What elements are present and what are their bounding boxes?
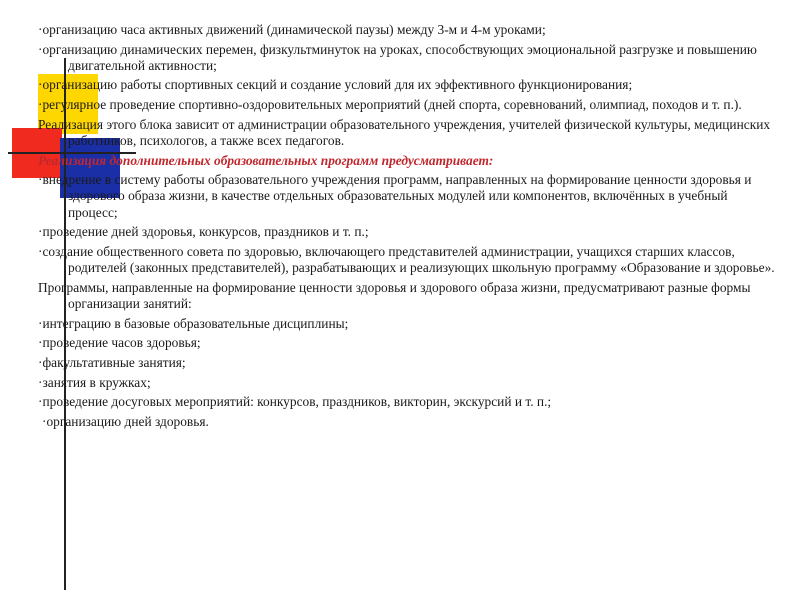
bullet-item: ·организацию работы спортивных секций и создание условий для их эффективного функционирования; [38, 77, 633, 93]
bullet-item: ·регулярное проведение спортивно-оздоровительных мероприятий (дней спорта, соревнований, олимпиад, походов и т. п.). [38, 97, 742, 113]
bullet-item: ·создание общественного совета по здоровью, включающего представителей администрации, учащихся старших классов, родителей (законных представителей), разрабатывающих и реализующих школьную программу «Образование и здоровье». [38, 243, 775, 276]
bullet-item: ·интеграцию в базовые образовательные дисциплины; [38, 315, 349, 331]
bullet-item: ·организацию часа активных движений (динамической паузы) между 3-м и 4-м уроками; [38, 22, 546, 37]
bullet-item: ·организацию дней здоровья. [42, 413, 209, 429]
section-heading: Реализация дополнительных образовательных программ предусматривает: [38, 152, 494, 168]
bullet-item: ·внедрение в систему работы образовательного учреждения программ, направленных на формирование ценности здоровья и здорового образа жизни, в качестве отдельных образовательных модулей или компонентов, включённых в учебный процесс; [38, 172, 752, 220]
bullet-item: ·занятия в кружках; [38, 374, 151, 390]
slide-text-body [38, 22, 778, 433]
bullet-item: ·проведение часов здоровья; [38, 335, 201, 351]
body-paragraph: Реализация этого блока зависит от администрации образовательного учреждения, учителей физической культуры, медицинских работников, психологов, а также всех педагогов. [38, 116, 771, 148]
body-paragraph: Программы, направленные на формирование ценности здоровья и здорового образа жизни, предусматривают разные формы организации занятий: [38, 279, 751, 312]
bullet-item: ·проведение досуговых мероприятий: конкурсов, праздников, викторин, экскурсий и т. п.; [38, 394, 552, 410]
bullet-item: ·проведение дней здоровья, конкурсов, праздников и т. п.; [38, 224, 369, 240]
bullet-item: ·организацию динамических перемен, физкультминуток на уроках, способствующих эмоциональной разгрузке и повышению двигательной активности; [38, 41, 757, 73]
bullet-item: ·факультативные занятия; [38, 354, 186, 370]
